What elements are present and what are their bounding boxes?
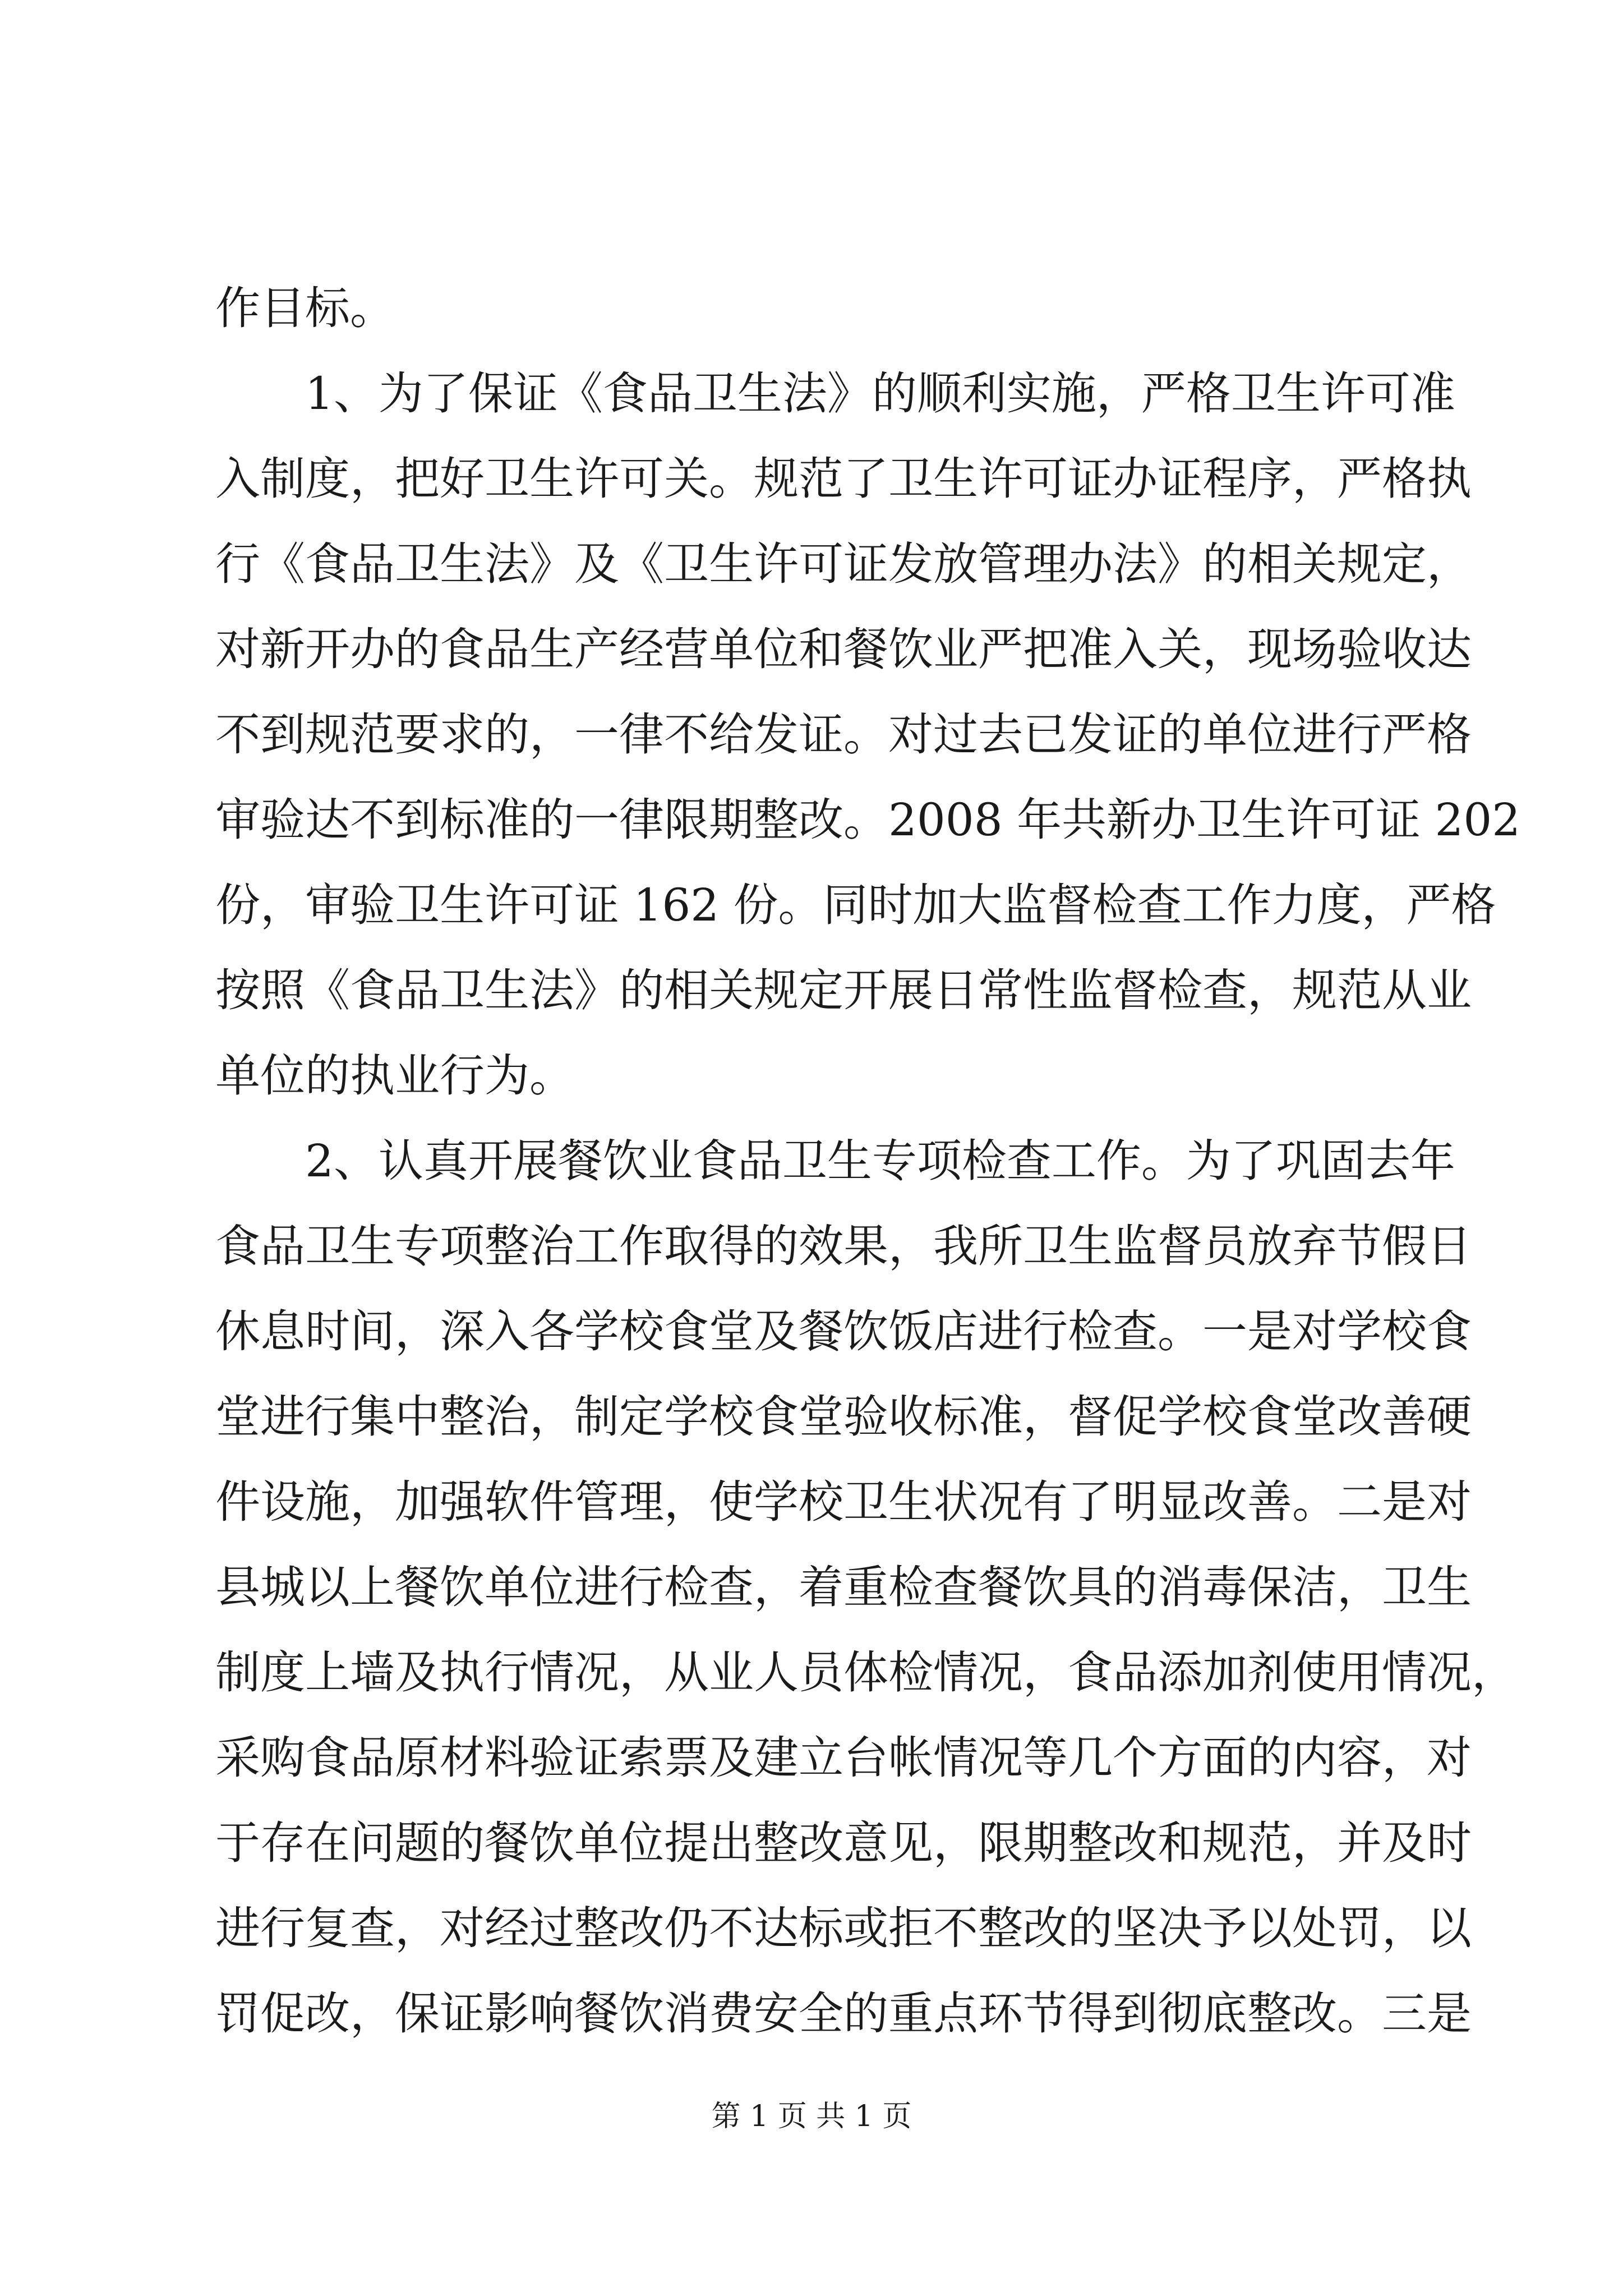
text-line-12: 食品卫生专项整治工作取得的效果，我所卫生监督员放弃节假日: [215, 1220, 1472, 1272]
text-line-3: 入制度，把好卫生许可关。规范了卫生许可证办证程序，严格执: [215, 453, 1472, 505]
text-line-21: 罚促改，保证影响餐饮消费安全的重点环节得到彻底整改。三是: [215, 1987, 1472, 2040]
text-line-9: 按照《食品卫生法》的相关规定开展日常性监督检查，规范从业: [215, 964, 1472, 1016]
text-line-7: 审验达不到标准的一律限期整改。2008 年共新办卫生许可证 202: [215, 794, 1521, 846]
text-line-6: 不到规范要求的，一律不给发证。对过去已发证的单位进行严格: [215, 708, 1472, 761]
text-line-16: 县城以上餐饮单位进行检查，着重检查餐饮具的消毒保洁，卫生: [215, 1561, 1472, 1613]
page-footer: 第 1 页 共 1 页: [711, 2100, 912, 2133]
text-line-15: 件设施，加强软件管理，使学校卫生状况有了明显改善。二是对: [215, 1476, 1472, 1528]
text-line-19: 于存在问题的餐饮单位提出整改意见，限期整改和规范，并及时: [215, 1817, 1472, 1869]
text-line-1: 作目标。: [215, 282, 395, 334]
text-line-4: 行《食品卫生法》及《卫生许可证发放管理办法》的相关规定，: [215, 538, 1472, 590]
text-line-17: 制度上墙及执行情况，从业人员体检情况，食品添加剂使用情况，: [215, 1646, 1516, 1699]
text-line-11: 2、认真开展餐饮业食品卫生专项检查工作。为了巩固去年: [305, 1135, 1455, 1187]
text-line-8: 份，审验卫生许可证 162 份。同时加大监督检查工作力度，严格: [215, 879, 1496, 931]
text-line-20: 进行复查，对经过整改仍不达标或拒不整改的坚决予以处罚，以: [215, 1902, 1472, 1954]
text-line-5: 对新开办的食品生产经营单位和餐饮业严把准入关，现场验收达: [215, 623, 1472, 675]
text-line-18: 采购食品原材料验证索票及建立台帐情况等几个方面的内容，对: [215, 1732, 1472, 1784]
text-line-10: 单位的执业行为。: [215, 1050, 574, 1102]
text-line-2: 1、为了保证《食品卫生法》的顺利实施，严格卫生许可准: [305, 367, 1455, 420]
text-line-14: 堂进行集中整治，制定学校食堂验收标准，督促学校食堂改善硬: [215, 1391, 1472, 1443]
text-line-13: 休息时间，深入各学校食堂及餐饮饭店进行检查。一是对学校食: [215, 1305, 1472, 1358]
